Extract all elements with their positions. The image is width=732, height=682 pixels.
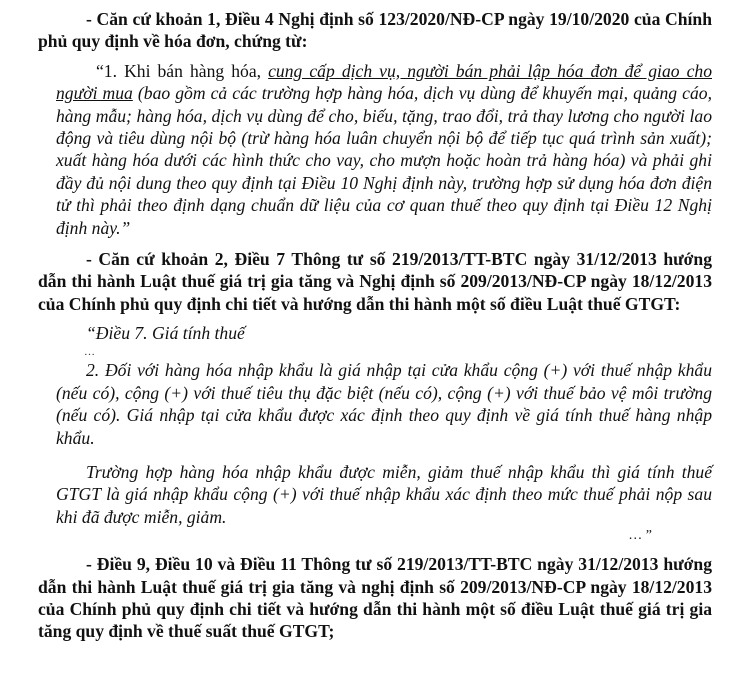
- quote-paragraph: [56, 60, 712, 239]
- closing-ellipsis: … ”: [628, 528, 652, 544]
- item-3-text: Trường hợp hàng hóa nhập khẩu được miễn, giảm thuế nhập khẩu thì giá tính thuế GTGT là giá nhập khẩu cộng (+) với thuế nhập khẩu xác định theo mức thuế phải nộp sau khi đã được miễn, giảm.: [56, 461, 712, 527]
- ellipsis-marker: …: [84, 346, 95, 359]
- quote-block-1: [38, 60, 712, 239]
- paragraph-legal-basis-1: - Căn cứ khoản 1, Điều 4 Nghị định số 123/2020/NĐ-CP ngày 19/10/2020 của Chính phủ quy định về hóa đơn, chứng từ:: [38, 9, 712, 52]
- quote-item-3: [38, 461, 712, 528]
- quote-item-2: [38, 359, 712, 449]
- quote-underlined-text: cung cấp dịch vụ, người bán phải lập hóa đơn để giao cho người mua: [56, 60, 712, 104]
- quote-body: (bao gồm cả các trường hợp hàng hóa, dịch vụ dùng để khuyến mại, quảng cáo, hàng mẫu; hàng hóa, dịch vụ dùng để cho, biếu, tặng, trao đổi, trả thay lương cho người lao động và tiêu dùng nội bộ (trừ hàng hóa luân chuyển nội bộ để tiếp tục quá trình sản xuất); xuất hàng hóa dưới các hình thức cho vay, cho mượn hoặc hoàn trả hàng hóa) và phải ghi đầy đủ nội dung theo quy định tại Điều 10 Nghị định này, trường hợp sử dụng hóa đơn điện tử thì phải theo định dạng chuẩn dữ liệu của cơ quan thuế theo quy định tại Điều 12 Nghị định này.”: [56, 83, 712, 238]
- article-heading: “Điều 7. Giá tính thuế: [86, 323, 245, 344]
- paragraph-legal-basis-3: - Điều 9, Điều 10 và Điều 11 Thông tư số 219/2013/TT-BTC ngày 31/12/2013 hướng dẫn thi hành Luật thuế giá trị gia tăng và nghị định số 209/2013/NĐ-CP ngày 18/12/2013 của Chính phủ quy định chi tiết và hướng dẫn thi hành một số điều Luật thuế giá trị gia tăng quy định về thuế suất thuế GTGT;: [38, 554, 712, 642]
- item-2-text: 2. Đối với hàng hóa nhập khẩu là giá nhập tại cửa khẩu cộng (+) với thuế nhập khẩu (nếu có), cộng (+) với thuế tiêu thụ đặc biệt (nếu có), cộng (+) với thuế bảo vệ môi trường (nếu có). Giá nhập tại cửa khẩu được xác định theo quy định về giá tính thuế hàng nhập khẩu.: [56, 360, 712, 448]
- paragraph-legal-basis-2: - Căn cứ khoản 2, Điều 7 Thông tư số 219/2013/TT-BTC ngày 31/12/2013 hướng dẫn thi hành Luật thuế giá trị gia tăng và Nghị định số 209/2013/NĐ-CP ngày 18/12/2013 của Chính phủ quy định chi tiết và hướng dẫn thi hành một số điều Luật thuế GTGT:: [38, 249, 712, 314]
- quote-intro: “1. Khi bán hàng hóa,: [96, 60, 269, 81]
